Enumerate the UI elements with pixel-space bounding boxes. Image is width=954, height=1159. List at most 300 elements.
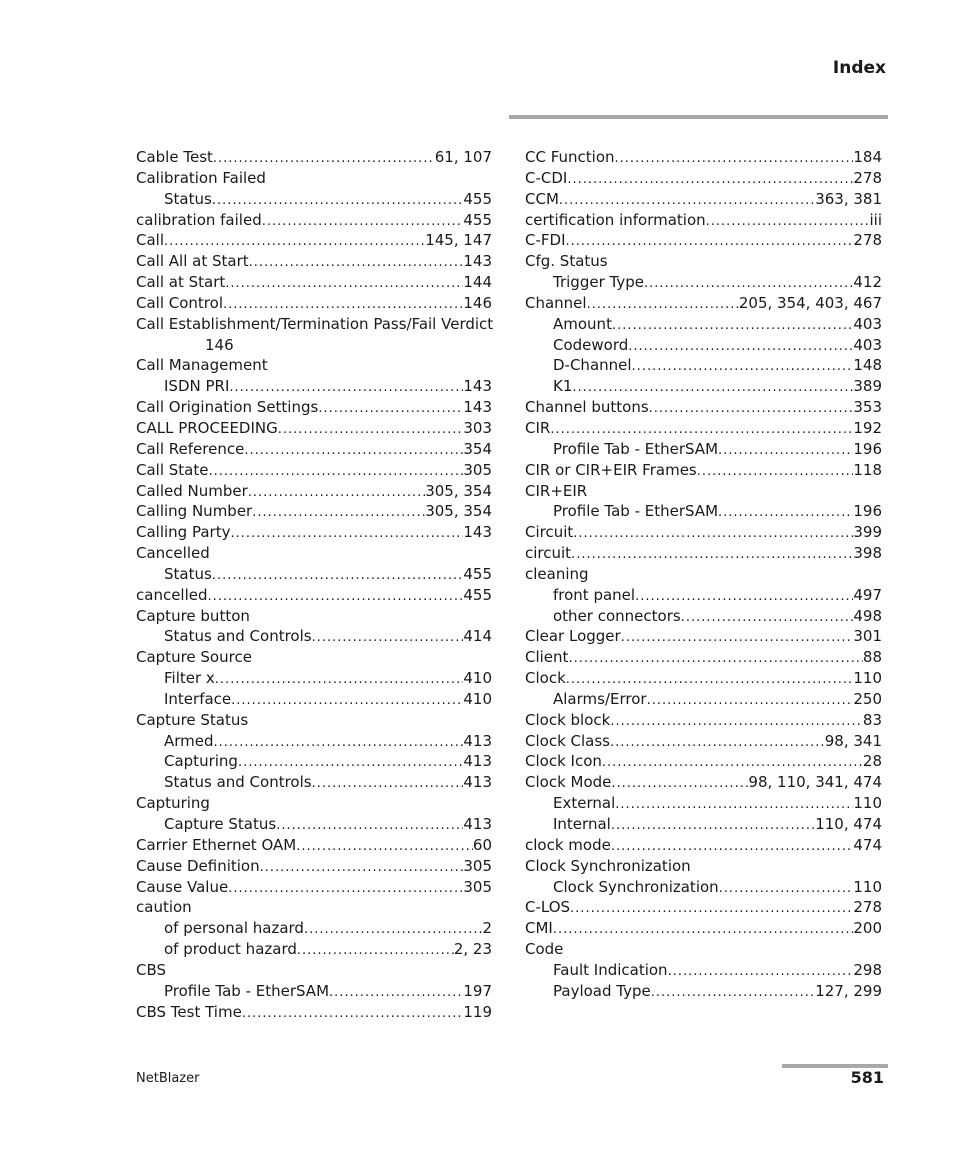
index-page-refs: 413 xyxy=(463,815,492,833)
index-term: clock mode xyxy=(525,835,611,854)
index-term: cancelled xyxy=(136,585,208,604)
index-page-refs: 305, 354 xyxy=(425,502,492,521)
index-entry xyxy=(525,439,882,460)
index-entry xyxy=(136,230,492,251)
index-entry xyxy=(525,501,882,522)
index-term: Clock Mode xyxy=(525,773,612,792)
dot-leader xyxy=(238,753,463,774)
index-term: Code xyxy=(525,940,564,959)
dot-leader xyxy=(718,441,853,462)
index-page-refs: 278 xyxy=(853,231,882,250)
index-page-refs: 144 xyxy=(463,273,492,292)
index-page-refs: 413 xyxy=(463,752,492,771)
dot-leader xyxy=(329,983,463,1004)
index-entry xyxy=(136,522,492,543)
index-entry xyxy=(136,481,492,502)
index-page-refs: 146 xyxy=(463,293,492,312)
dot-leader xyxy=(602,753,863,774)
index-term: CIR xyxy=(525,418,551,437)
index-term: Interface xyxy=(164,689,232,708)
dot-leader xyxy=(231,691,463,712)
index-term: Called Number xyxy=(136,481,248,500)
index-term: Capturing xyxy=(164,752,238,771)
index-entry xyxy=(136,1002,492,1023)
index-entry xyxy=(136,689,492,710)
index-page-refs: iii xyxy=(869,210,882,229)
index-entry xyxy=(525,772,882,793)
dot-leader xyxy=(632,357,854,378)
index-term: Clock Synchronization xyxy=(525,856,691,875)
dot-leader xyxy=(304,920,482,941)
dot-leader xyxy=(215,670,464,691)
dot-leader xyxy=(248,483,425,504)
index-page-refs: 353 xyxy=(853,398,882,417)
index-entry xyxy=(525,647,882,668)
index-term: K1 xyxy=(553,377,573,396)
index-term: CCM xyxy=(525,189,559,208)
index-entry xyxy=(525,564,882,585)
dot-leader xyxy=(647,691,854,712)
dot-leader xyxy=(213,149,435,170)
dot-leader xyxy=(297,941,454,962)
index-term: Cause Definition xyxy=(136,856,260,875)
index-page-refs: 403 xyxy=(853,314,882,333)
index-page-refs: 197 xyxy=(463,981,492,1000)
index-term: Capturing xyxy=(136,794,210,813)
index-page-refs: 143 xyxy=(463,398,492,417)
index-page-refs: 143 xyxy=(463,523,492,542)
index-entry xyxy=(136,647,492,668)
index-term: Filter x xyxy=(164,669,215,688)
dot-leader xyxy=(668,962,854,983)
dot-leader xyxy=(296,837,473,858)
index-term: External xyxy=(553,794,616,813)
index-page-refs: 192 xyxy=(853,418,882,437)
index-page-refs: 398 xyxy=(853,544,882,563)
index-entry xyxy=(136,355,492,376)
index-term: CALL PROCEEDING xyxy=(136,418,278,437)
index-entry xyxy=(525,335,882,356)
dot-leader xyxy=(244,441,463,462)
dot-leader xyxy=(572,378,853,399)
index-page-refs: 389 xyxy=(853,377,882,396)
footer-page-number: 581 xyxy=(850,1068,884,1087)
index-entry xyxy=(136,835,492,856)
dot-leader xyxy=(587,295,739,316)
index-page-refs: 278 xyxy=(853,898,882,917)
index-page-refs: 354 xyxy=(463,439,492,458)
index-term: certification information xyxy=(525,210,706,229)
index-page-refs: 413 xyxy=(463,773,492,792)
index-entry xyxy=(525,710,882,731)
index-entry xyxy=(136,314,492,335)
index-page-refs: 127, 299 xyxy=(815,981,882,1000)
index-term: Profile Tab - EtherSAM xyxy=(553,439,719,458)
index-term: Call xyxy=(136,231,165,250)
header-rule xyxy=(509,115,888,119)
index-entry xyxy=(525,376,882,397)
dot-leader xyxy=(230,524,463,545)
index-entry xyxy=(136,293,492,314)
index-page-refs: 455 xyxy=(463,189,492,208)
index-term: Capture Status xyxy=(136,710,249,729)
index-term: of product hazard xyxy=(164,940,297,959)
dot-leader xyxy=(208,587,464,608)
index-page-refs: 474 xyxy=(853,835,882,854)
dot-leader xyxy=(681,608,854,629)
index-term: Channel xyxy=(525,293,587,312)
index-term: 146 xyxy=(205,335,234,354)
index-page-refs: 455 xyxy=(463,210,492,229)
index-term: CC Function xyxy=(525,148,615,166)
index-entry xyxy=(525,418,882,439)
dot-leader xyxy=(229,378,463,399)
index-entry xyxy=(525,355,882,376)
index-page-refs: 200 xyxy=(853,919,882,938)
index-page-refs: 399 xyxy=(853,523,882,542)
dot-leader xyxy=(628,337,853,358)
index-term: Cable Test xyxy=(136,148,213,166)
index-entry xyxy=(136,814,492,835)
index-term: Capture Status xyxy=(164,815,277,833)
index-entry xyxy=(525,585,882,606)
index-page-refs: 98, 341 xyxy=(824,731,882,750)
index-entry xyxy=(136,960,492,981)
index-page-refs: 61, 107 xyxy=(434,148,492,166)
dot-leader xyxy=(260,858,464,879)
index-entry xyxy=(136,751,492,772)
index-page-refs: 498 xyxy=(853,606,882,625)
dot-leader xyxy=(611,816,815,837)
index-term: caution xyxy=(136,898,192,917)
index-entry xyxy=(136,564,492,585)
index-term: Call Management xyxy=(136,356,268,375)
index-entry xyxy=(136,626,492,647)
index-entry xyxy=(136,897,492,918)
dot-leader xyxy=(312,628,464,649)
index-term: circuit xyxy=(525,544,572,563)
index-page-refs: 301 xyxy=(853,627,882,646)
index-entry xyxy=(136,460,492,481)
index-page-refs: 83 xyxy=(862,710,882,729)
index-term: Capture Source xyxy=(136,648,252,667)
index-term: CIR or CIR+EIR Frames xyxy=(525,460,697,479)
dot-leader xyxy=(610,712,863,733)
index-term: D-Channel xyxy=(553,356,632,375)
index-entry xyxy=(525,939,882,960)
index-term: C-LOS xyxy=(525,898,571,917)
index-term: Channel buttons xyxy=(525,398,649,417)
index-entry xyxy=(525,314,882,335)
dot-leader xyxy=(635,587,853,608)
index-page-refs: 455 xyxy=(463,564,492,583)
index-term: ISDN PRI xyxy=(164,377,230,396)
page-header-title: Index xyxy=(832,58,886,78)
index-entry xyxy=(136,397,492,418)
index-term: Call Control xyxy=(136,293,223,312)
index-entry xyxy=(525,210,882,231)
index-entry xyxy=(525,460,882,481)
dot-leader xyxy=(611,774,748,795)
dot-leader xyxy=(208,462,463,483)
index-page-refs: 184 xyxy=(853,148,882,166)
index-term: Profile Tab - EtherSAM xyxy=(553,502,719,521)
index-term: Status xyxy=(164,564,212,583)
index-entry xyxy=(136,877,492,898)
index-term: Capture button xyxy=(136,606,250,625)
index-column-right xyxy=(525,147,882,1002)
index-page-refs: 250 xyxy=(853,689,882,708)
index-page-refs: 298 xyxy=(853,960,882,979)
index-term: Circuit xyxy=(525,523,574,542)
index-entry xyxy=(525,626,882,647)
index-page-refs: 305, 354 xyxy=(425,481,492,500)
dot-leader xyxy=(559,191,815,212)
index-entry xyxy=(136,189,492,210)
footer-product-name: NetBlazer xyxy=(136,1071,200,1086)
index-page-refs: 205, 354, 403, 467 xyxy=(738,293,882,312)
index-page-refs: 196 xyxy=(853,439,882,458)
index-entry xyxy=(136,856,492,877)
index-term: front panel xyxy=(553,585,636,604)
dot-leader xyxy=(719,879,854,900)
dot-leader xyxy=(610,733,825,754)
index-entry xyxy=(136,606,492,627)
dot-leader xyxy=(212,566,464,587)
index-term: Cause Value xyxy=(136,877,229,896)
index-page-refs: 98, 110, 341, 474 xyxy=(748,773,882,792)
index-page-refs: 88 xyxy=(862,648,882,667)
index-entry xyxy=(525,168,882,189)
index-entry xyxy=(525,293,882,314)
index-entry xyxy=(136,939,492,960)
index-page-refs: 28 xyxy=(862,752,882,771)
dot-leader xyxy=(644,274,853,295)
index-term: Call at Start xyxy=(136,273,226,292)
index-term: Armed xyxy=(164,731,214,750)
index-entry xyxy=(136,981,492,1002)
index-page-refs: 305 xyxy=(463,856,492,875)
index-page-refs: 412 xyxy=(853,273,882,292)
dot-leader xyxy=(249,253,464,274)
index-term: Carrier Ethernet OAM xyxy=(136,835,297,854)
index-entry xyxy=(136,793,492,814)
dot-leader xyxy=(225,274,463,295)
index-term: Clock Synchronization xyxy=(553,877,719,896)
index-page-refs: 303 xyxy=(463,418,492,437)
dot-leader xyxy=(566,232,854,253)
dot-leader xyxy=(649,399,854,420)
index-term: Clock block xyxy=(525,710,611,729)
index-entry xyxy=(136,585,492,606)
index-term: of personal hazard xyxy=(164,919,304,938)
dot-leader xyxy=(568,649,862,670)
index-term: Amount xyxy=(553,314,612,333)
dot-leader xyxy=(567,170,853,191)
index-term: C-FDI xyxy=(525,231,566,250)
index-entry xyxy=(136,731,492,752)
index-term: CMI xyxy=(525,919,553,938)
index-entry xyxy=(525,272,882,293)
index-term: Calling Party xyxy=(136,523,231,542)
index-entry xyxy=(525,522,882,543)
index-entry xyxy=(525,731,882,752)
dot-leader xyxy=(611,837,854,858)
dot-leader xyxy=(718,503,853,524)
index-term: Clear Logger xyxy=(525,627,621,646)
index-entry xyxy=(525,230,882,251)
dot-leader xyxy=(223,295,463,316)
dot-leader xyxy=(312,774,464,795)
index-term: Cancelled xyxy=(136,544,210,563)
index-entry xyxy=(525,835,882,856)
index-page-refs: 110, 474 xyxy=(815,815,882,833)
dot-leader xyxy=(615,149,854,170)
dot-leader xyxy=(318,399,463,420)
index-entry xyxy=(136,376,492,397)
index-term: Status and Controls xyxy=(164,773,312,792)
index-term: cleaning xyxy=(525,564,589,583)
index-term: Call State xyxy=(136,460,209,479)
index-entry xyxy=(525,897,882,918)
index-entry xyxy=(136,168,492,189)
index-page-refs: 145, 147 xyxy=(425,231,492,250)
index-entry xyxy=(525,918,882,939)
dot-leader xyxy=(252,503,425,524)
dot-leader xyxy=(553,920,854,941)
dot-leader xyxy=(566,670,854,691)
dot-leader xyxy=(550,420,853,441)
index-entry xyxy=(136,439,492,460)
dot-leader xyxy=(706,212,870,233)
index-entry xyxy=(136,272,492,293)
dot-leader xyxy=(228,879,463,900)
index-term: Profile Tab - EtherSAM xyxy=(164,981,330,1000)
index-term: CIR+EIR xyxy=(525,481,588,500)
dot-leader xyxy=(573,524,853,545)
index-entry xyxy=(525,877,882,898)
index-entry xyxy=(136,147,492,168)
index-page-refs: 410 xyxy=(463,689,492,708)
index-term: Call Establishment/Termination Pass/Fail Verdict xyxy=(136,314,494,333)
dot-leader xyxy=(214,733,464,754)
dot-leader xyxy=(571,545,853,566)
index-page-refs: 2, 23 xyxy=(453,940,492,959)
index-entry xyxy=(525,751,882,772)
index-term: Clock Icon xyxy=(525,752,602,771)
index-entry xyxy=(525,960,882,981)
dot-leader xyxy=(570,899,853,920)
dot-leader xyxy=(212,191,464,212)
dot-leader xyxy=(278,420,464,441)
index-term: Calling Number xyxy=(136,502,253,521)
index-entry xyxy=(525,481,882,502)
index-term: Call Origination Settings xyxy=(136,398,319,417)
index-term: Call Reference xyxy=(136,439,245,458)
index-page-refs: 305 xyxy=(463,877,492,896)
index-term: calibration failed xyxy=(136,210,262,229)
index-entry xyxy=(525,856,882,877)
index-entry xyxy=(525,793,882,814)
index-page-refs: 110 xyxy=(853,877,882,896)
index-entry xyxy=(136,251,492,272)
index-term: Alarms/Error xyxy=(553,689,647,708)
index-page-refs: 118 xyxy=(853,460,882,479)
index-term: Client xyxy=(525,648,569,667)
index-term: Trigger Type xyxy=(553,273,644,292)
index-page-refs: 413 xyxy=(463,731,492,750)
index-entry xyxy=(525,189,882,210)
dot-leader xyxy=(242,1004,464,1025)
index-page-refs: 110 xyxy=(853,669,882,688)
index-term: Internal xyxy=(553,815,611,833)
index-term: CBS xyxy=(136,960,167,979)
index-entry xyxy=(136,418,492,439)
index-page-refs: 110 xyxy=(853,794,882,813)
index-term: C-CDI xyxy=(525,168,568,187)
index-entry xyxy=(136,710,492,731)
index-entry xyxy=(136,668,492,689)
index-page-refs: 403 xyxy=(853,335,882,354)
dot-leader xyxy=(615,795,853,816)
index-entry xyxy=(136,501,492,522)
index-term: Fault Indication xyxy=(553,960,668,979)
index-page-refs: 305 xyxy=(463,460,492,479)
index-entry xyxy=(525,668,882,689)
dot-leader xyxy=(612,316,853,337)
index-page-refs: 119 xyxy=(463,1002,492,1021)
index-entry xyxy=(136,543,492,564)
index-page-refs: 414 xyxy=(463,627,492,646)
index-term: Cfg. Status xyxy=(525,252,608,271)
index-page-refs: 2 xyxy=(482,919,492,938)
dot-leader xyxy=(651,983,815,1004)
index-column-left xyxy=(136,147,492,1022)
index-page-refs: 363, 381 xyxy=(815,189,882,208)
index-term: CBS Test Time xyxy=(136,1002,242,1021)
index-entry xyxy=(525,814,882,835)
index-page-refs: 497 xyxy=(853,585,882,604)
index-term: Status xyxy=(164,189,212,208)
index-term: Clock xyxy=(525,669,566,688)
index-term: Call All at Start xyxy=(136,252,249,271)
index-page-refs: 143 xyxy=(463,252,492,271)
dot-leader xyxy=(697,462,854,483)
index-entry xyxy=(525,689,882,710)
index-entry xyxy=(525,606,882,627)
index-entry xyxy=(136,918,492,939)
index-page-refs: 196 xyxy=(853,502,882,521)
index-page-refs: 455 xyxy=(463,585,492,604)
index-term: Payload Type xyxy=(553,981,651,1000)
index-entry xyxy=(136,772,492,793)
index-term: other connectors xyxy=(553,606,681,625)
index-page-refs: 143 xyxy=(463,377,492,396)
index-page-refs: 60 xyxy=(472,835,492,854)
index-term: Calibration Failed xyxy=(136,168,266,187)
index-entry xyxy=(525,543,882,564)
index-entry xyxy=(525,397,882,418)
index-page-refs: 410 xyxy=(463,669,492,688)
index-entry xyxy=(525,981,882,1002)
index-entry xyxy=(525,251,882,272)
dot-leader xyxy=(621,628,854,649)
index-page-refs: 148 xyxy=(853,356,882,375)
dot-leader xyxy=(262,212,464,233)
dot-leader xyxy=(164,232,425,253)
dot-leader xyxy=(276,816,463,837)
index-entry xyxy=(525,147,882,168)
